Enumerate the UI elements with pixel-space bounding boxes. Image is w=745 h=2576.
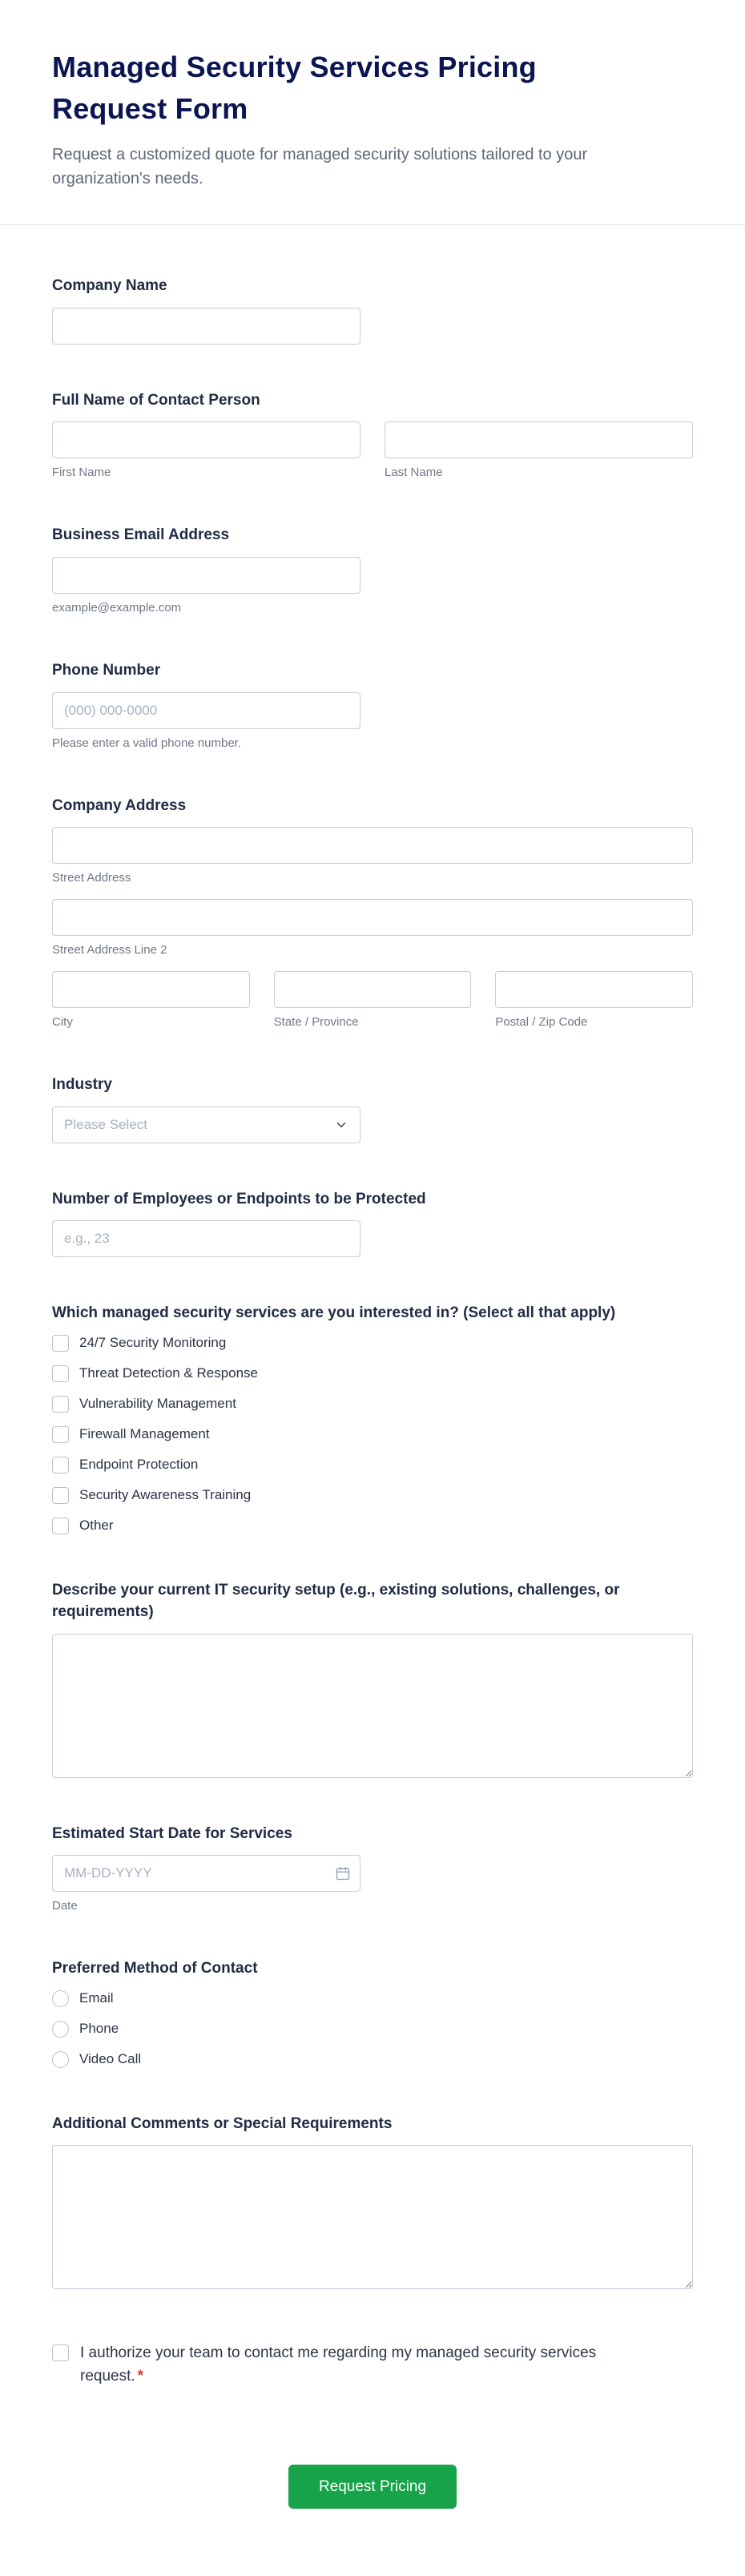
phone-label: Phone Number [52,662,161,679]
start-date-input[interactable] [52,1855,360,1892]
last-name-col [385,421,693,479]
service-option-awareness[interactable] [52,1487,693,1504]
contact-method-option-phone[interactable] [52,2021,693,2038]
service-checkbox-monitoring[interactable] [52,1335,69,1352]
city-state-zip-row [52,971,693,1029]
security-setup-label: Describe your current IT security setup (e.g., existing solutions, challenges, or requirements) [52,1581,620,1621]
company-name-label: Company Name [52,277,167,295]
service-option-firewall[interactable] [52,1426,693,1443]
zip-sublabel: Postal / Zip Code [495,1015,588,1030]
service-option-label: Security Awareness Training [79,1487,252,1503]
comments-label: Additional Comments or Special Requirements [52,2114,393,2132]
zip-col [495,971,693,1029]
calendar-icon[interactable] [335,1865,351,1881]
street-address-sublabel: Street Address [52,871,131,885]
contact-method-option-label: Phone [79,2021,119,2037]
employees-label: Number of Employees or Endpoints to be Protected [52,1190,426,1207]
start-date-label: Estimated Start Date for Services [52,1824,292,1842]
city-col [52,971,250,1029]
start-date-field [52,1855,360,1892]
industry-select[interactable] [52,1107,360,1143]
last-name-input[interactable] [385,421,693,458]
email-input[interactable] [52,557,360,594]
last-name-sublabel: Last Name [385,466,443,480]
first-name-input[interactable] [52,421,360,458]
authorize-label [80,2342,601,2388]
contact-method-label: Preferred Method of Contact [52,1960,258,1977]
service-option-label: Threat Detection & Response [79,1365,259,1381]
question-contact-method [52,1957,693,2068]
address-label: Company Address [52,796,187,814]
service-checkbox-awareness[interactable] [52,1487,69,1504]
form-header [0,0,745,224]
service-option-label: Firewall Management [79,1426,210,1442]
question-company-name [52,275,693,345]
submit-row [52,2465,693,2509]
employees-input[interactable] [52,1220,360,1257]
industry-label: Industry [52,1076,112,1094]
contact-method-radio-phone[interactable] [52,2021,69,2038]
question-authorize[interactable] [52,2342,693,2388]
service-checkbox-endpoint[interactable] [52,1457,69,1473]
phone-input[interactable] [52,692,360,729]
contact-method-radio-video-call[interactable] [52,2051,69,2068]
city-input[interactable] [52,971,250,1008]
state-sublabel: State / Province [273,1015,359,1030]
street-address2-sublabel: Street Address Line 2 [52,943,167,957]
comments-textarea[interactable] [52,2145,693,2289]
street-address2-input[interactable] [52,899,693,936]
services-label: Which managed security services are you interested in? (Select all that apply) [52,1304,616,1322]
service-option-label: Vulnerability Management [79,1396,236,1412]
service-checkbox-threat-detection[interactable] [52,1365,69,1382]
question-email [52,524,693,615]
contact-name-row [52,421,693,479]
security-setup-textarea[interactable] [52,1634,693,1778]
question-start-date [52,1823,693,1913]
service-option-monitoring[interactable] [52,1335,693,1352]
page-subtitle: Request a customized quote for managed security solutions tailored to your organization's needs. [52,146,588,188]
service-option-threat-detection[interactable] [52,1365,693,1382]
required-asterisk: * [137,2367,144,2385]
industry-selected-value: Please Select [64,1116,147,1132]
service-option-endpoint[interactable] [52,1457,693,1473]
service-option-label: Other [79,1518,114,1534]
city-sublabel: City [52,1015,73,1030]
authorize-checkbox[interactable] [52,2344,69,2361]
question-address [52,795,693,1030]
form-body [0,225,745,2509]
chevron-down-icon [334,1118,348,1132]
service-option-label: Endpoint Protection [79,1457,199,1473]
zip-input[interactable] [495,971,693,1008]
service-checkbox-other[interactable] [52,1518,69,1534]
service-option-vulnerability[interactable] [52,1396,693,1413]
first-name-col [52,421,360,479]
service-checkbox-vulnerability[interactable] [52,1396,69,1413]
question-industry [52,1074,693,1143]
start-date-sublabel: Date [52,1899,78,1913]
page-title: Managed Security Services Pricing Request Form [52,50,537,126]
contact-name-label: Full Name of Contact Person [52,391,260,409]
email-sublabel: example@example.com [52,601,182,615]
contact-method-radio-email[interactable] [52,1990,69,2007]
authorize-label-text: I authorize your team to contact me regarding my managed security services request. [80,2344,597,2385]
email-label: Business Email Address [52,526,230,544]
first-name-sublabel: First Name [52,466,111,480]
contact-method-option-label: Email [79,1990,114,2006]
question-services [52,1302,693,1534]
question-phone [52,659,693,750]
phone-sublabel: Please enter a valid phone number. [52,736,241,750]
service-checkbox-firewall[interactable] [52,1426,69,1443]
street-address-input[interactable] [52,827,693,864]
state-input[interactable] [274,971,472,1008]
service-option-other[interactable] [52,1518,693,1534]
request-pricing-button[interactable]: Request Pricing [288,2465,457,2509]
company-name-input[interactable] [52,308,360,345]
question-employees [52,1188,693,1258]
contact-method-option-video-call[interactable] [52,2051,693,2068]
question-security-setup [52,1579,693,1778]
service-option-label: 24/7 Security Monitoring [79,1335,227,1351]
question-comments [52,2113,693,2290]
contact-method-option-label: Video Call [79,2051,142,2067]
contact-method-option-email[interactable] [52,1990,693,2007]
state-col [274,971,472,1029]
question-contact-name [52,389,693,480]
